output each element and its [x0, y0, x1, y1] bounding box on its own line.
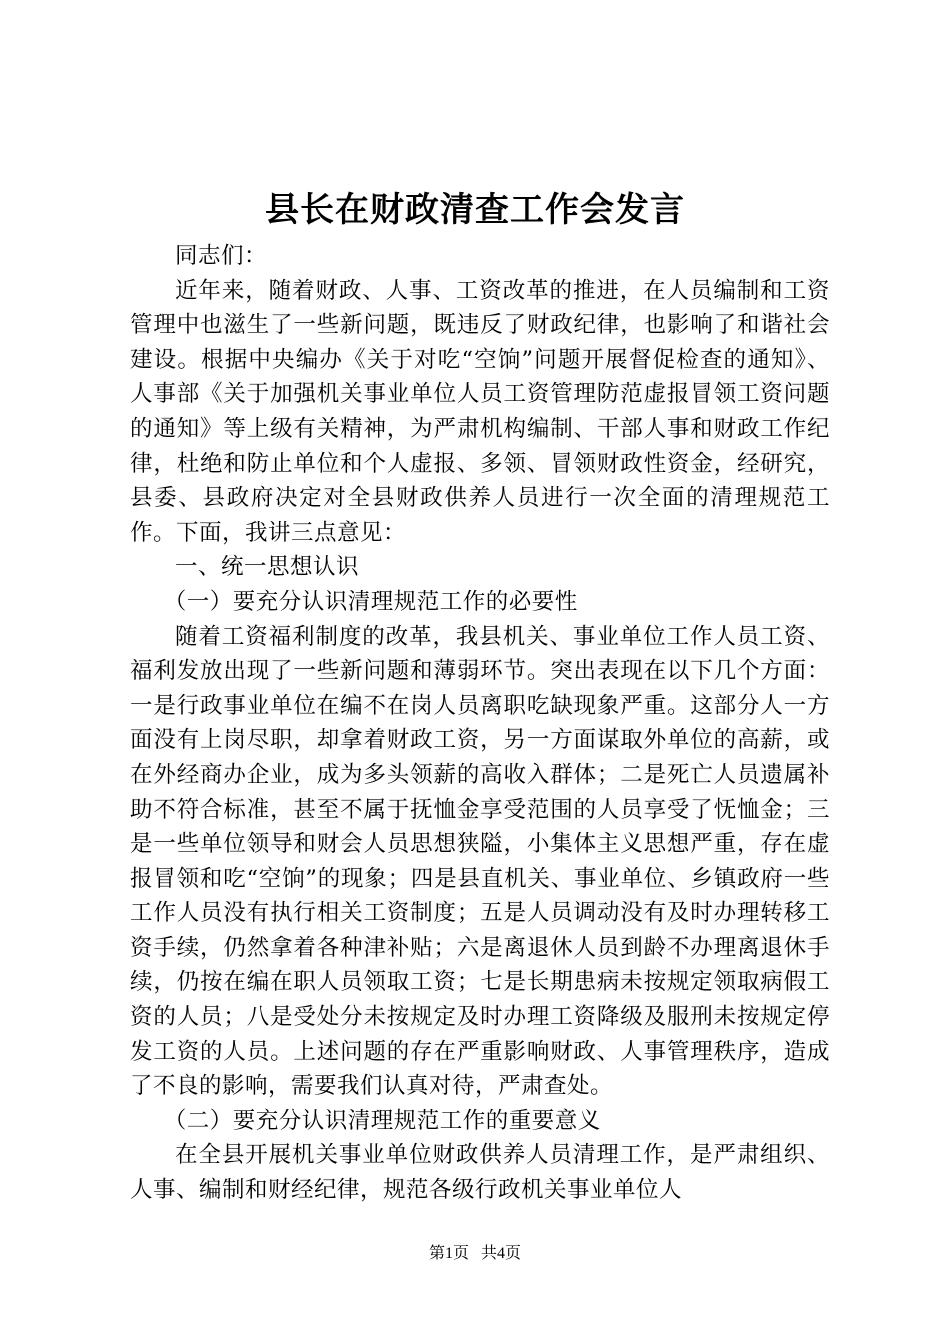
page-total: 共4页 — [481, 1245, 522, 1262]
salutation: 同志们： — [175, 243, 268, 269]
paragraph-problems: 随着工资福利制度的改革，我县机关、事业单位工作人员工资、福利发放出现了一些新问题和薄弱环节。突出表现在以下几个方面：一是行政事业单位在编不在岗人员离职吃缺现象严重。这部分人一方面没有上岗尽职，却拿着财政工资，另一方面谋取外单位的高薪，或在外经商办企业，成为多头领薪的高收入群体；二是死亡人员遗属补助不符合标准，甚至不属于抚恤金享受范围的人员享受了怃恤金；三是一些单位领导和财会人员思想狭隘，小集体主义思想严重，存在虚报冒领和吃“空饷”的现象；四是县直机关、事业单位、乡镇政府一些工作人员没有执行相关工资制度；五是人员调动没有及时办理转移工资手续，仍然拿着各种津补贴；六是离退休人员到龄不办理离退休手续，仍按在编在职人员领取工资；七是长期患病未按规定领取病假工资的人员；八是受处分未按规定及时办理工资降级及服刑未按规定停发工资的人员。上述问题的存在严重影响财政、人事管理秩序，造成了不良的影响，需要我们认真对待，严肃查处。 — [130, 623, 830, 1100]
paragraph-intro: 近年来，随着财政、人事、工资改革的推进，在人员编制和工资管理中也滋生了一些新问题，既违反了财政纪律，也影响了和谐社会建设。根据中央编办《关于对吃“空饷”问题开展督促检查的通知》、人事部《关于加强机关事业单位人员工资管理防范虚报冒领工资问题的通知》等上级有关精神，为严肃机构编制、干部人事和财政工作纪律，杜绝和防止单位和个人虚报、多领、冒领财政性资金，经研究，县委、县政府决定对全县财政供养人员进行一次全面的清理规范工作。下面，我讲三点意见： — [130, 277, 830, 546]
document-body — [130, 239, 830, 1208]
subsection-heading-2: （二）要充分认识清理规范工作的重要意义 — [163, 1107, 601, 1134]
page-title: 县长在财政清查工作会发言 — [265, 190, 685, 230]
subsection-heading-1: （一）要充分认识清理规范工作的必要性 — [163, 588, 578, 615]
paragraph-significance: 在全县开展机关事业单位财政供养人员清理工作，是严肃组织、人事、编制和财经纪律，规范各级行政机关事业单位人 — [130, 1142, 830, 1204]
page-number: 第1页 — [428, 1245, 469, 1262]
section-heading-1: 一、统一思想认识 — [175, 554, 360, 581]
page-footer — [0, 1243, 950, 1265]
